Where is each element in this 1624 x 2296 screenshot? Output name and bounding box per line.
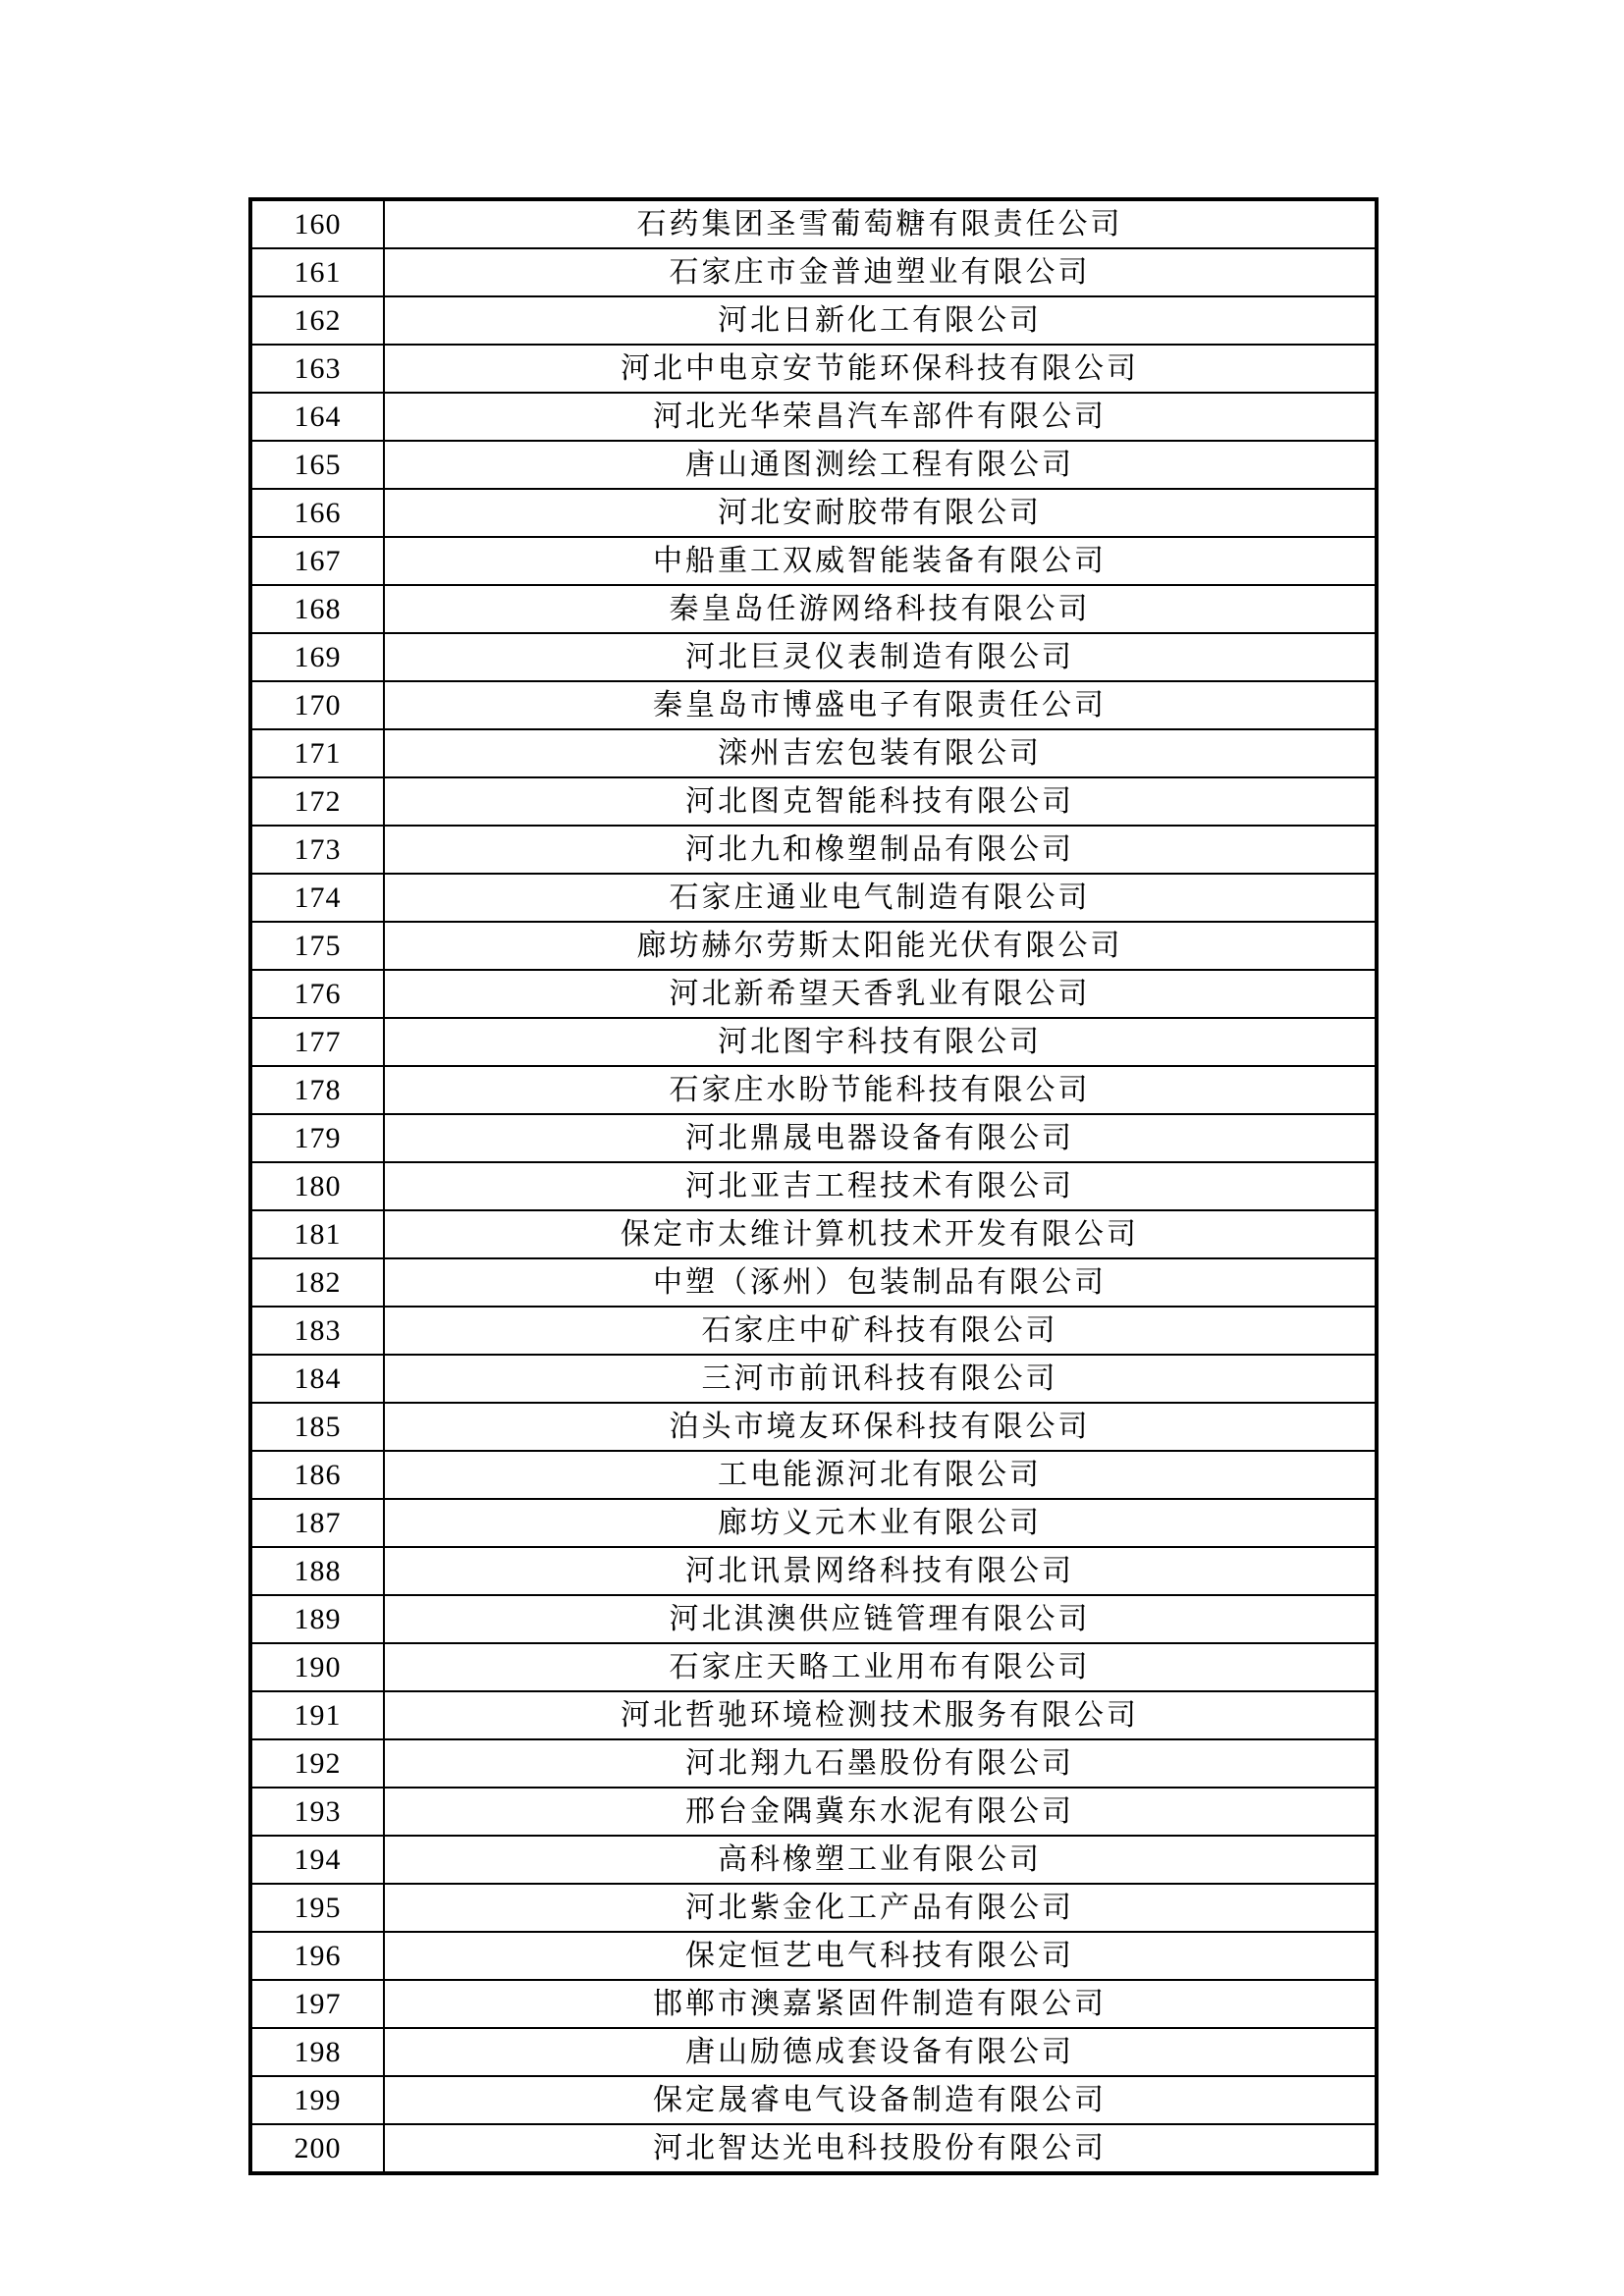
table-row xyxy=(250,1788,1377,1836)
company-name-cell: 中塑（涿州）包装制品有限公司 xyxy=(384,1258,1377,1307)
row-number-cell: 162 xyxy=(250,296,384,345)
table-row xyxy=(250,922,1377,970)
row-number-cell: 166 xyxy=(250,489,384,537)
row-number-cell: 161 xyxy=(250,248,384,296)
row-number-cell: 167 xyxy=(250,537,384,585)
table-row xyxy=(250,1162,1377,1210)
company-name-cell: 秦皇岛任游网络科技有限公司 xyxy=(384,585,1377,633)
row-number-cell: 185 xyxy=(250,1403,384,1451)
company-name-cell: 河北紫金化工产品有限公司 xyxy=(384,1884,1377,1932)
row-number-cell: 164 xyxy=(250,393,384,441)
row-number-cell: 192 xyxy=(250,1739,384,1788)
company-name-cell: 廊坊赫尔劳斯太阳能光伏有限公司 xyxy=(384,922,1377,970)
table-row xyxy=(250,874,1377,922)
company-name-cell: 泊头市境友环保科技有限公司 xyxy=(384,1403,1377,1451)
table-row xyxy=(250,1643,1377,1691)
table-row xyxy=(250,585,1377,633)
company-name-cell: 河北哲驰环境检测技术服务有限公司 xyxy=(384,1691,1377,1739)
company-name-cell: 廊坊义元木业有限公司 xyxy=(384,1499,1377,1547)
company-list-table xyxy=(248,197,1379,2175)
row-number-cell: 191 xyxy=(250,1691,384,1739)
table-row xyxy=(250,1547,1377,1595)
company-name-cell: 秦皇岛市博盛电子有限责任公司 xyxy=(384,681,1377,729)
row-number-cell: 179 xyxy=(250,1114,384,1162)
company-name-cell: 唐山通图测绘工程有限公司 xyxy=(384,441,1377,489)
table-row xyxy=(250,729,1377,777)
company-name-cell: 中船重工双威智能装备有限公司 xyxy=(384,537,1377,585)
table-row xyxy=(250,1932,1377,1980)
table-row xyxy=(250,1836,1377,1884)
row-number-cell: 182 xyxy=(250,1258,384,1307)
table-row xyxy=(250,248,1377,296)
company-name-cell: 保定恒艺电气科技有限公司 xyxy=(384,1932,1377,1980)
row-number-cell: 163 xyxy=(250,345,384,393)
row-number-cell: 196 xyxy=(250,1932,384,1980)
row-number-cell: 190 xyxy=(250,1643,384,1691)
company-name-cell: 高科橡塑工业有限公司 xyxy=(384,1836,1377,1884)
table-row xyxy=(250,826,1377,874)
table-row xyxy=(250,199,1377,248)
row-number-cell: 173 xyxy=(250,826,384,874)
table-row xyxy=(250,1980,1377,2028)
company-name-cell: 河北巨灵仪表制造有限公司 xyxy=(384,633,1377,681)
company-name-cell: 河北光华荣昌汽车部件有限公司 xyxy=(384,393,1377,441)
row-number-cell: 184 xyxy=(250,1355,384,1403)
table-row xyxy=(250,633,1377,681)
table-row xyxy=(250,1884,1377,1932)
company-name-cell: 保定市太维计算机技术开发有限公司 xyxy=(384,1210,1377,1258)
table-row xyxy=(250,537,1377,585)
company-name-cell: 邢台金隅冀东水泥有限公司 xyxy=(384,1788,1377,1836)
row-number-cell: 168 xyxy=(250,585,384,633)
row-number-cell: 183 xyxy=(250,1307,384,1355)
company-name-cell: 石家庄天略工业用布有限公司 xyxy=(384,1643,1377,1691)
company-name-cell: 邯郸市澳嘉紧固件制造有限公司 xyxy=(384,1980,1377,2028)
company-name-cell: 河北图克智能科技有限公司 xyxy=(384,777,1377,826)
row-number-cell: 160 xyxy=(250,199,384,248)
company-name-cell: 河北九和橡塑制品有限公司 xyxy=(384,826,1377,874)
table-row xyxy=(250,2124,1377,2173)
table-row xyxy=(250,1258,1377,1307)
table-row xyxy=(250,681,1377,729)
company-name-cell: 滦州吉宏包装有限公司 xyxy=(384,729,1377,777)
row-number-cell: 178 xyxy=(250,1066,384,1114)
table-row xyxy=(250,1595,1377,1643)
company-name-cell: 保定晟睿电气设备制造有限公司 xyxy=(384,2076,1377,2124)
row-number-cell: 200 xyxy=(250,2124,384,2173)
row-number-cell: 195 xyxy=(250,1884,384,1932)
company-name-cell: 唐山励德成套设备有限公司 xyxy=(384,2028,1377,2076)
row-number-cell: 189 xyxy=(250,1595,384,1643)
table-row xyxy=(250,777,1377,826)
company-name-cell: 三河市前讯科技有限公司 xyxy=(384,1355,1377,1403)
table-row xyxy=(250,393,1377,441)
company-name-cell: 河北安耐胶带有限公司 xyxy=(384,489,1377,537)
row-number-cell: 174 xyxy=(250,874,384,922)
table-row xyxy=(250,1114,1377,1162)
table-row xyxy=(250,1403,1377,1451)
table-row xyxy=(250,2076,1377,2124)
row-number-cell: 197 xyxy=(250,1980,384,2028)
company-name-cell: 石家庄中矿科技有限公司 xyxy=(384,1307,1377,1355)
company-name-cell: 石家庄水盼节能科技有限公司 xyxy=(384,1066,1377,1114)
table-row xyxy=(250,1066,1377,1114)
company-name-cell: 河北鼎晟电器设备有限公司 xyxy=(384,1114,1377,1162)
table-row xyxy=(250,1739,1377,1788)
row-number-cell: 175 xyxy=(250,922,384,970)
table-row xyxy=(250,1210,1377,1258)
company-name-cell: 河北讯景网络科技有限公司 xyxy=(384,1547,1377,1595)
company-name-cell: 石家庄通业电气制造有限公司 xyxy=(384,874,1377,922)
row-number-cell: 169 xyxy=(250,633,384,681)
table-row xyxy=(250,1307,1377,1355)
row-number-cell: 198 xyxy=(250,2028,384,2076)
company-name-cell: 河北中电京安节能环保科技有限公司 xyxy=(384,345,1377,393)
row-number-cell: 181 xyxy=(250,1210,384,1258)
row-number-cell: 180 xyxy=(250,1162,384,1210)
table-row xyxy=(250,441,1377,489)
table-row xyxy=(250,1355,1377,1403)
table-row xyxy=(250,345,1377,393)
table-row xyxy=(250,1691,1377,1739)
row-number-cell: 170 xyxy=(250,681,384,729)
table-row xyxy=(250,1499,1377,1547)
company-name-cell: 石药集团圣雪葡萄糖有限责任公司 xyxy=(384,199,1377,248)
company-name-cell: 河北智达光电科技股份有限公司 xyxy=(384,2124,1377,2173)
table-row xyxy=(250,1018,1377,1066)
table-row xyxy=(250,296,1377,345)
company-table-body xyxy=(250,199,1377,2173)
row-number-cell: 176 xyxy=(250,970,384,1018)
company-name-cell: 河北日新化工有限公司 xyxy=(384,296,1377,345)
row-number-cell: 186 xyxy=(250,1451,384,1499)
row-number-cell: 187 xyxy=(250,1499,384,1547)
company-name-cell: 河北新希望天香乳业有限公司 xyxy=(384,970,1377,1018)
company-name-cell: 河北亚吉工程技术有限公司 xyxy=(384,1162,1377,1210)
row-number-cell: 199 xyxy=(250,2076,384,2124)
row-number-cell: 171 xyxy=(250,729,384,777)
table-row xyxy=(250,489,1377,537)
company-name-cell: 石家庄市金普迪塑业有限公司 xyxy=(384,248,1377,296)
table-row xyxy=(250,2028,1377,2076)
table-row xyxy=(250,1451,1377,1499)
row-number-cell: 188 xyxy=(250,1547,384,1595)
company-name-cell: 河北翔九石墨股份有限公司 xyxy=(384,1739,1377,1788)
row-number-cell: 172 xyxy=(250,777,384,826)
company-name-cell: 工电能源河北有限公司 xyxy=(384,1451,1377,1499)
company-name-cell: 河北淇澳供应链管理有限公司 xyxy=(384,1595,1377,1643)
row-number-cell: 194 xyxy=(250,1836,384,1884)
row-number-cell: 193 xyxy=(250,1788,384,1836)
table-row xyxy=(250,970,1377,1018)
row-number-cell: 165 xyxy=(250,441,384,489)
company-name-cell: 河北图宇科技有限公司 xyxy=(384,1018,1377,1066)
row-number-cell: 177 xyxy=(250,1018,384,1066)
